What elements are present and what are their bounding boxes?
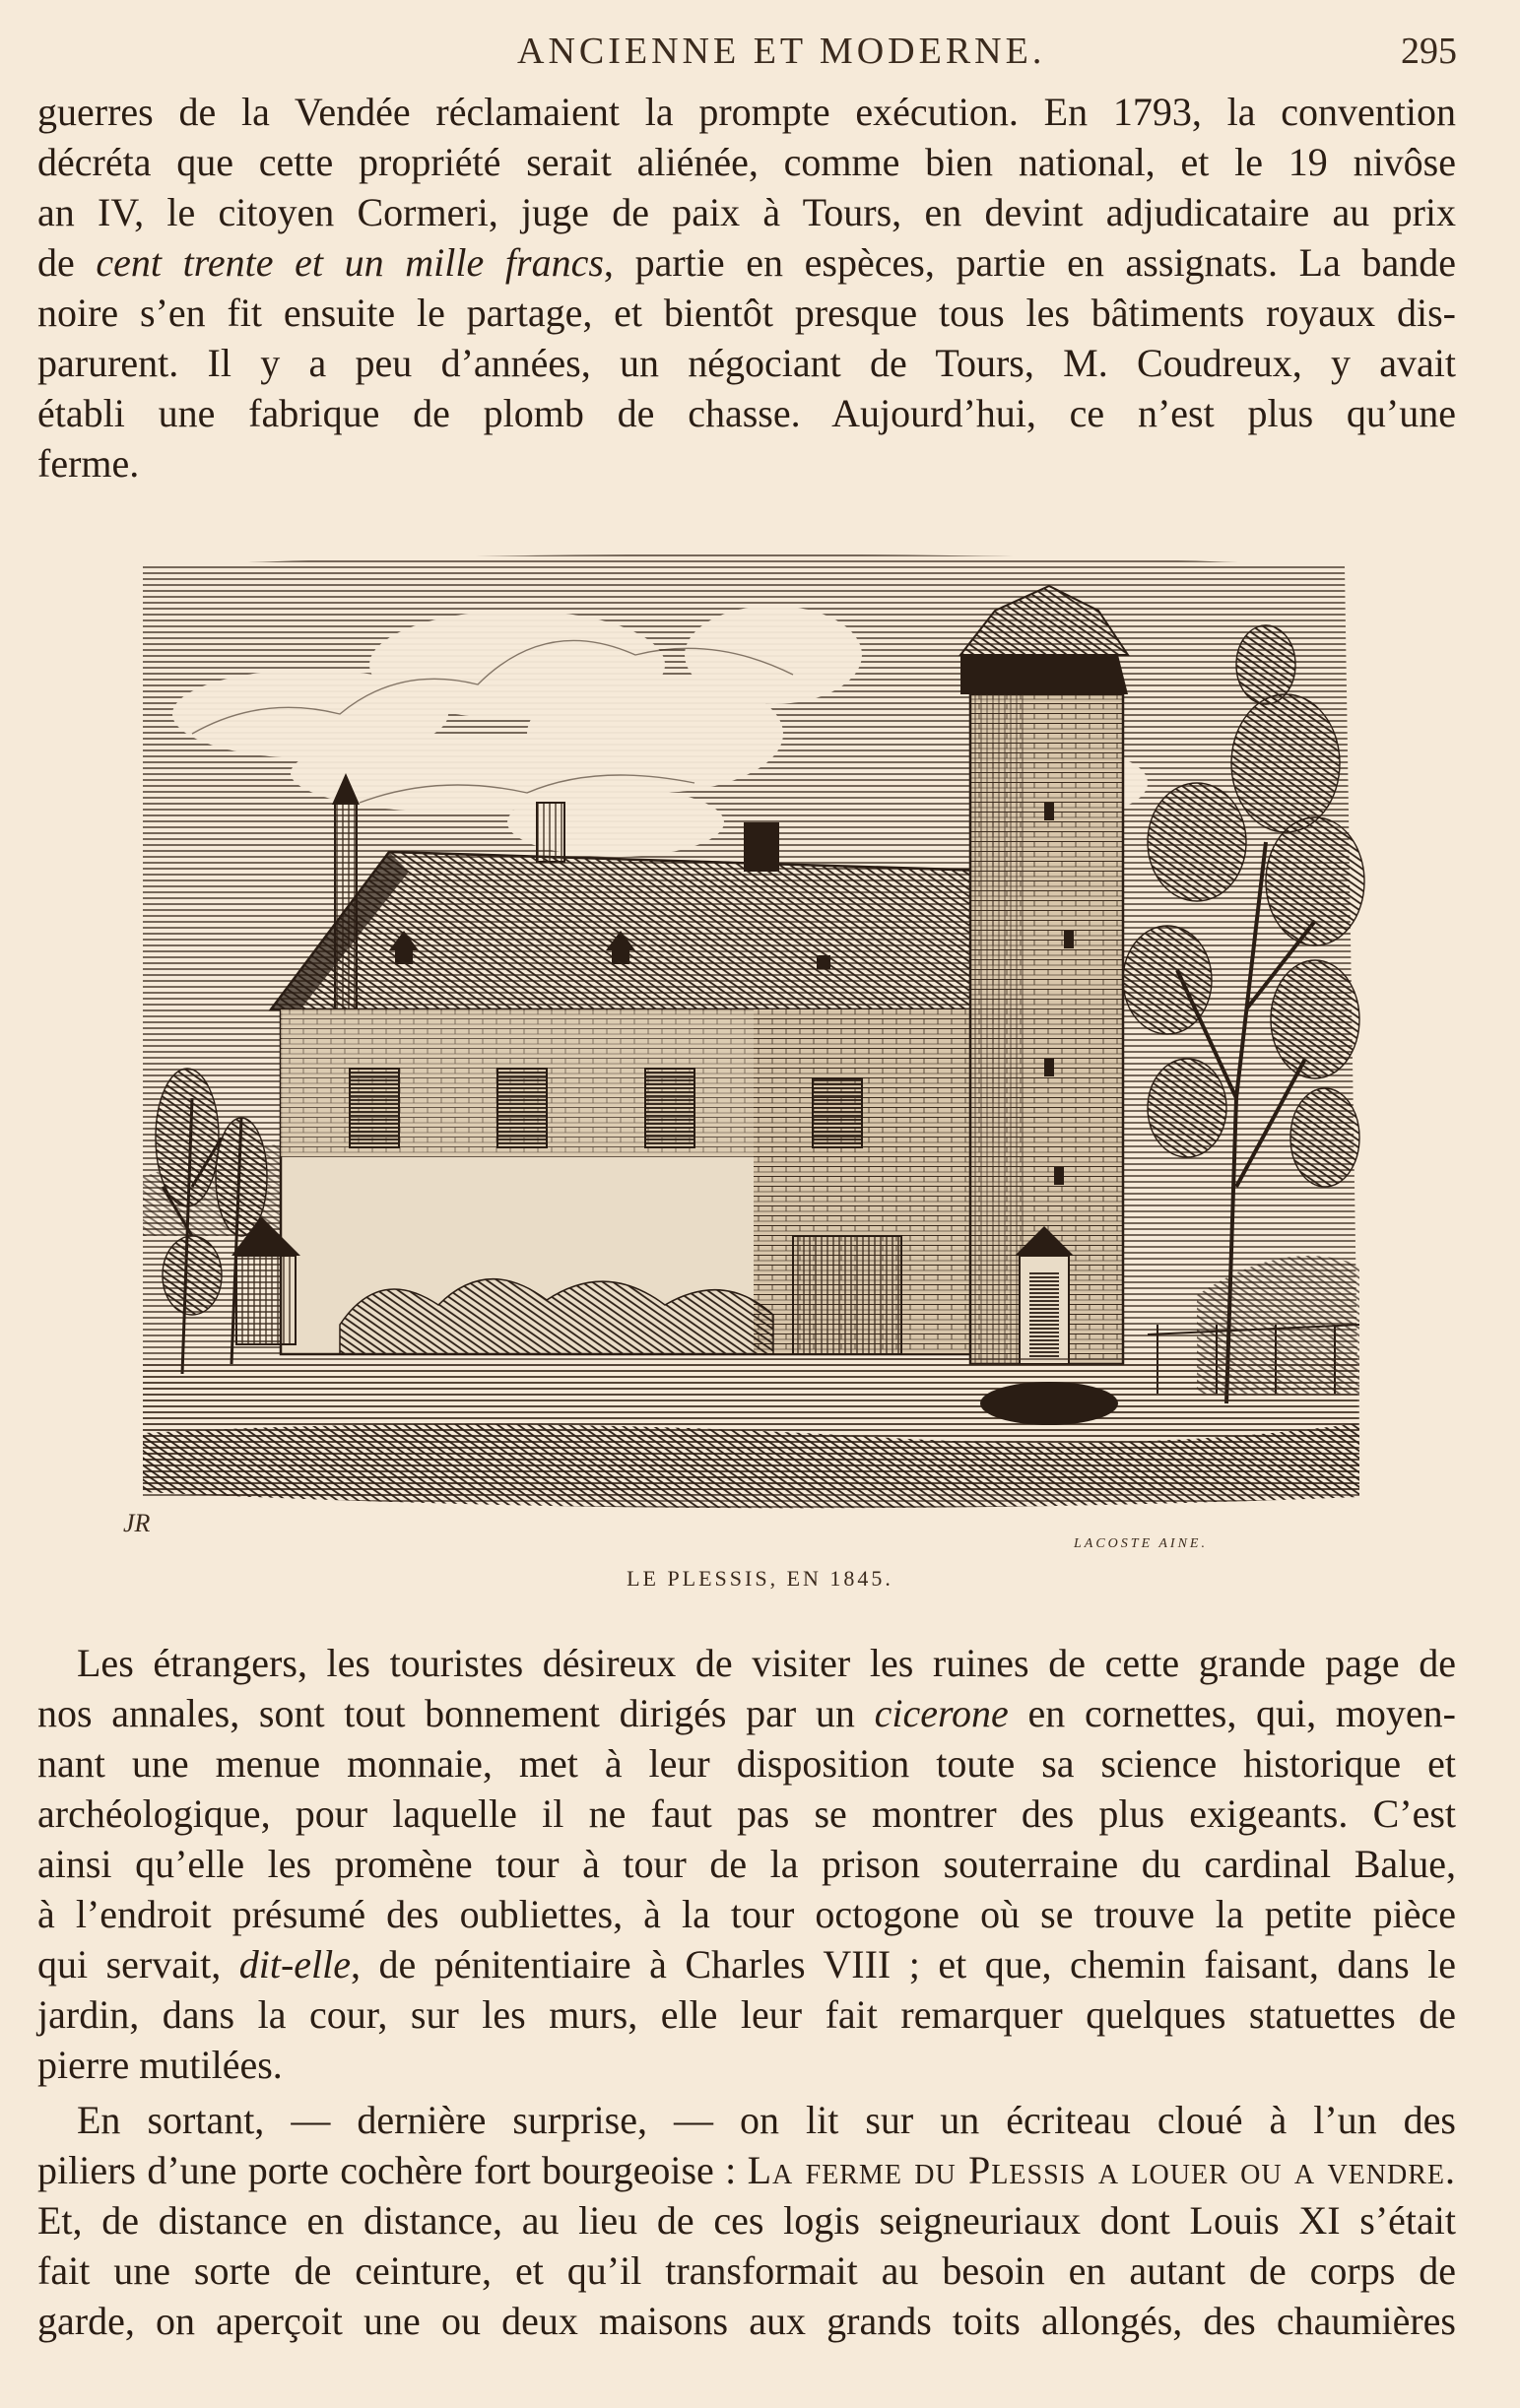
text-line: jardin, dans la cour, sur les murs, elle leur fait remarquer quelques statuettes de	[37, 1992, 1456, 2037]
text-run: nos annales, sont tout bonnement dirigés par un	[37, 1691, 875, 1735]
text-line: garde, on aperçoit une ou deux maisons aux grands toits allongés, des chaumières	[37, 2299, 1456, 2343]
text-line: En sortant, — dernière surprise, — on lit sur un écriteau cloué à l’un des	[77, 2098, 1456, 2142]
text-run: piliers d’une porte cochère fort bourgeoise :	[37, 2148, 748, 2192]
paragraph-1	[37, 87, 1456, 488]
figure-caption: LE PLESSIS, EN 1845.	[627, 1566, 893, 1591]
text-line: an IV, le citoyen Cormeri, juge de paix à Tours, en devint adjudicataire au prix	[37, 190, 1456, 234]
text-line	[37, 237, 1456, 288]
text-line: ferme.	[37, 441, 140, 486]
text-line	[37, 1939, 1456, 1989]
paragraph-3	[37, 2095, 1456, 2346]
text-line: nant une menue monnaie, met à leur disposition toute sa science historique et	[37, 1741, 1456, 1786]
paragraph-2	[37, 1638, 1456, 2090]
emphasis-run: cent trente et un mille francs	[96, 240, 604, 285]
small-caps-run: La ferme du Plessis a louer ou a vendre.	[747, 2148, 1456, 2192]
text-line: à l’endroit présumé des oubliettes, à la tour octogone où se trouve la petite pièce	[37, 1892, 1456, 1936]
engraver-monogram: JR	[123, 1509, 151, 1537]
text-run: de	[37, 240, 97, 285]
text-line: Et, de distance en distance, au lieu de ces logis seigneuriaux dont Louis XI s’était	[37, 2198, 1456, 2243]
text-line	[37, 1688, 1456, 1738]
emphasis-run: cicerone	[874, 1691, 1009, 1735]
text-run: , de pénitentiaire à Charles VIII ; et que, chemin faisant, dans le	[351, 1942, 1457, 1986]
text-line: guerres de la Vendée réclamaient la prompte exécution. En 1793, la convention	[37, 90, 1456, 134]
text-line: Les étrangers, les touristes désireux de visiter les ruines de cette grande page de	[77, 1641, 1456, 1685]
engraver-signature: LACOSTE AINE.	[1074, 1536, 1208, 1551]
text-line	[37, 2145, 1456, 2195]
text-line: ainsi qu’elle les promène tour à tour de la prison souterraine du cardinal Balue,	[37, 1842, 1456, 1886]
text-line: pierre mutilées.	[37, 2043, 283, 2087]
engraving-le-plessis	[103, 547, 1399, 1541]
text-line: établi une fabrique de plomb de chasse. Aujourd’hui, ce n’est plus qu’une	[37, 391, 1456, 435]
text-run: qui servait,	[37, 1942, 239, 1986]
text-line: décréta que cette propriété serait aliénée, comme bien national, et le 19 nivôse	[37, 140, 1456, 184]
page-number: 295	[1401, 31, 1457, 72]
text-run: en cornettes, qui, moyen-	[1008, 1691, 1456, 1735]
text-run: , partie en espèces, partie en assignats. La bande	[603, 240, 1456, 285]
emphasis-run: dit-elle	[238, 1942, 352, 1986]
text-line: fait une sorte de ceinture, et qu’il transformait au besoin en autant de corps de	[37, 2248, 1456, 2293]
text-line: archéologique, pour laquelle il ne faut pas se montrer des plus exigeants. C’est	[37, 1791, 1456, 1836]
text-line: parurent. Il y a peu d’années, un négociant de Tours, M. Coudreux, y avait	[37, 341, 1456, 385]
engraving-illustration	[103, 547, 1399, 1541]
running-title: ANCIENNE ET MODERNE.	[517, 31, 1046, 72]
text-line: noire s’en fit ensuite le partage, et bientôt presque tous les bâtiments royaux dis-	[37, 291, 1456, 335]
running-head	[0, 30, 1520, 79]
